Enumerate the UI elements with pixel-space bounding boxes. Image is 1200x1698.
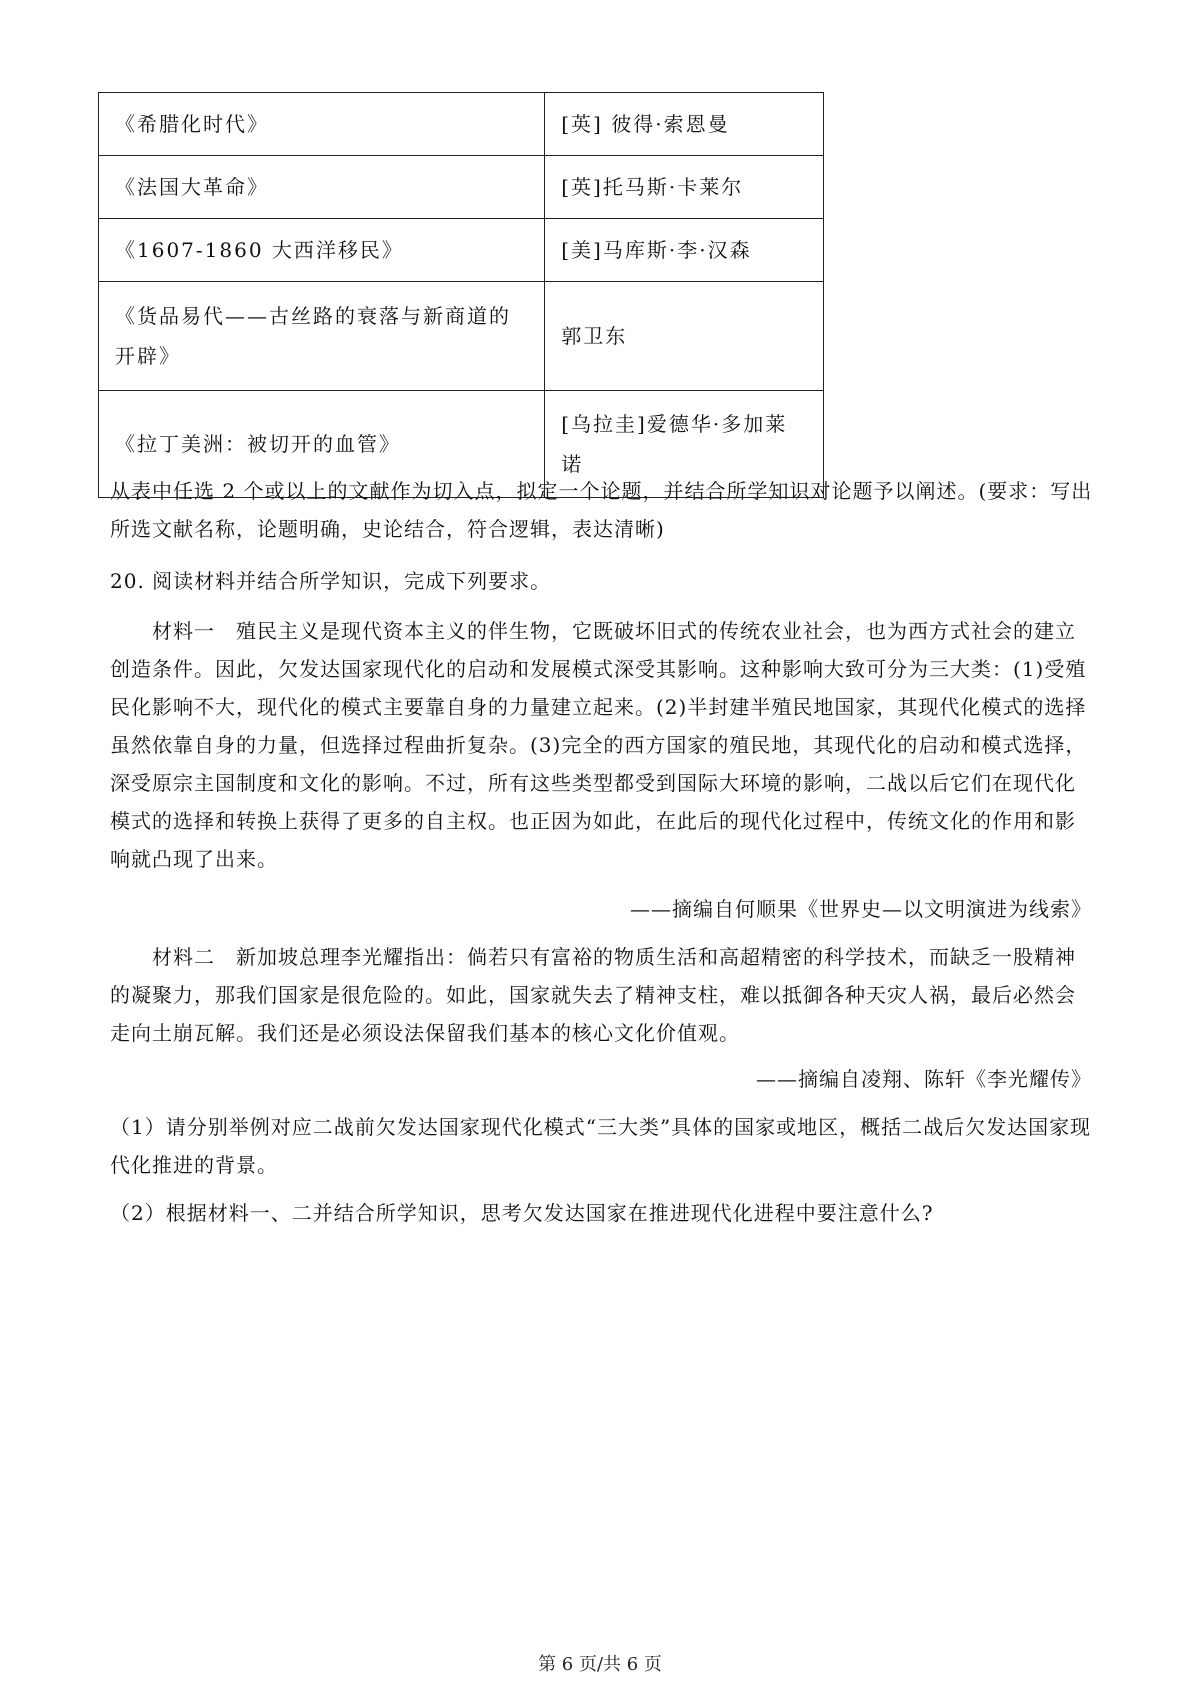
table-row <box>99 93 824 156</box>
sub-question-2: （2）根据材料一、二并结合所学知识，思考欠发达国家在推进现代化进程中要注意什么? <box>110 1201 934 1225</box>
table-row <box>99 282 824 391</box>
material-two-source: ——摘编自凌翔、陈轩《李光耀传》 <box>756 1067 1092 1091</box>
question-19-instruction-block <box>110 472 1096 548</box>
question-20-block <box>110 562 1096 1232</box>
author-cell: [乌拉圭]爱德华·多加莱诺 <box>545 391 824 498</box>
material-one: 材料一 殖民主义是现代资本主义的伴生物，它既破坏旧式的传统农业社会，也为西方式社会的建立创造条件。因此，欠发达国家现代化的启动和发展模式深受其影响。这种影响大致可分为三大类：(1)受殖民化影响不大，现代化的模式主要靠自身的力量建立起来。(2)半封建半殖民地国家，其现代化模式的选择虽然依靠自身的力量，但选择过程曲折复杂。(3)完全的西方国家的殖民地，其现代化的启动和模式选择，深受原宗主国制度和文化的影响。不过，所有这些类型都受到国际大环境的影响，二战以后它们在现代化模式的选择和转换上获得了更多的自主权。也正因为如此，在此后的现代化过程中，传统文化的作用和影响就凸现了出来。 <box>110 619 1087 871</box>
material-two: 材料二 新加坡总理李光耀指出：倘若只有富裕的物质生活和高超精密的科学技术，而缺乏一股精神的凝聚力，那我们国家是很危险的。如此，国家就失去了精神支柱，难以抵御各种天灾人祸，最后必然会走向土崩瓦解。我们还是必须设法保留我们基本的核心文化价值观。 <box>110 945 1076 1045</box>
author-cell: 郭卫东 <box>545 282 824 391</box>
author-cell: [美]马库斯·李·汉森 <box>545 219 824 282</box>
book-title-cell: 《希腊化时代》 <box>99 93 545 156</box>
book-title-cell: 《拉丁美洲：被切开的血管》 <box>99 391 545 498</box>
sub-question-1: （1）请分别举例对应二战前欠发达国家现代化模式“三大类”具体的国家或地区，概括二战后欠发达国家现代化推进的背景。 <box>110 1115 1092 1177</box>
literature-table <box>98 92 824 498</box>
book-title-cell: 《1607-1860 大西洋移民》 <box>99 219 545 282</box>
page-number: 第 6 页/共 6 页 <box>538 1654 662 1675</box>
question-19-instruction: 从表中任选 2 个或以上的文献作为切入点，拟定一个论题，并结合所学知识对论题予以阐述。(要求：写出所选文献名称，论题明确，史论结合，符合逻辑，表达清晰) <box>110 479 1093 541</box>
question-20-stem: 20. 阅读材料并结合所学知识，完成下列要求。 <box>110 569 552 593</box>
book-title-cell: 《法国大革命》 <box>99 156 545 219</box>
book-title-cell: 《货品易代——古丝路的衰落与新商道的开辟》 <box>99 282 545 391</box>
author-cell: [英] 彼得·索恩曼 <box>545 93 824 156</box>
author-cell: [英]托马斯·卡莱尔 <box>545 156 824 219</box>
table-row <box>99 219 824 282</box>
material-one-source: ——摘编自何顺果《世界史—以文明演进为线索》 <box>630 897 1092 921</box>
table-row <box>99 156 824 219</box>
